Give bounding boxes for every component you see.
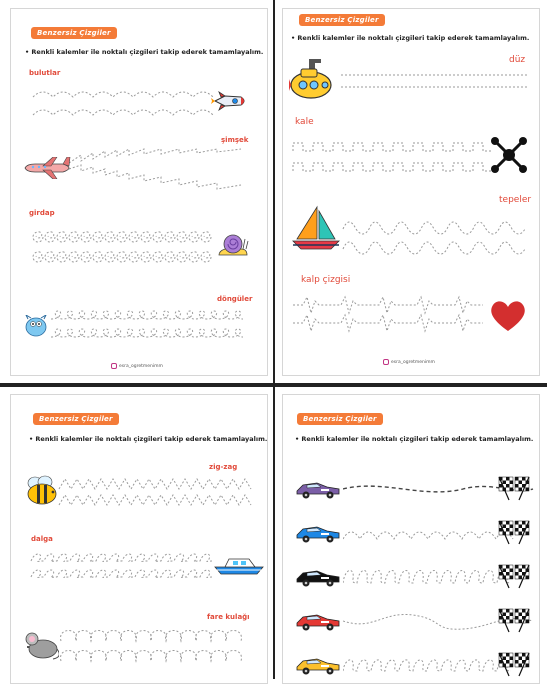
trace-line <box>343 532 513 539</box>
trace-line <box>45 232 55 242</box>
trace-line <box>343 660 511 671</box>
instagram-icon <box>383 359 389 365</box>
line-label-girdap: girdap <box>29 209 55 217</box>
trace-line <box>153 252 163 262</box>
line-label-kale: kale <box>295 117 314 127</box>
footer-credit <box>111 363 163 369</box>
trace-line <box>293 297 483 313</box>
trace-line <box>59 479 251 489</box>
vertical-divider <box>273 0 275 679</box>
worksheet-badge: Benzersiz Çizgiler <box>33 413 119 425</box>
trace-line <box>343 242 525 254</box>
trace-line <box>105 232 115 242</box>
line-label-bulutlar: bulutlar <box>29 69 61 77</box>
line-label-fare-kulagi: fare kulağı <box>207 613 250 621</box>
trace-line <box>293 163 493 171</box>
trace-line <box>343 570 511 583</box>
trace-line <box>177 232 187 242</box>
trace-line <box>93 232 103 242</box>
race-car-icon <box>295 523 341 543</box>
line-label-kalp-cizgisi: kalp çizgisi <box>301 275 351 285</box>
trace-line <box>177 252 187 262</box>
trace-line <box>33 232 43 242</box>
trace-line <box>201 252 211 262</box>
trace-line <box>33 252 43 262</box>
trace-line <box>93 252 103 262</box>
worksheet-badge: Benzersiz Çizgiler <box>299 14 385 26</box>
worksheet-badge: Benzersiz Çizgiler <box>297 413 383 425</box>
worksheet-bottom-left <box>10 394 268 684</box>
trace-line <box>201 232 211 242</box>
trace-line <box>45 252 55 262</box>
race-car-icon <box>295 655 341 675</box>
trace-line <box>129 232 139 242</box>
trace-line <box>153 232 163 242</box>
horizontal-divider <box>0 383 547 387</box>
bee-icon <box>25 475 59 505</box>
snail-icon <box>217 233 249 257</box>
heart-icon <box>489 299 527 333</box>
line-label-tepeler: tepeler <box>499 195 532 205</box>
worksheet-instruction: • Renkli kalemler ile noktalı çizgileri takip ederek tamamlayalım. <box>291 34 530 42</box>
trace-line <box>117 232 127 242</box>
worksheet-top-left <box>10 8 268 376</box>
footer-credit <box>383 359 435 365</box>
trace-line <box>129 252 139 262</box>
trace-line <box>51 311 243 319</box>
trace-line <box>59 495 251 505</box>
trace-line <box>343 222 525 234</box>
airplane-icon <box>23 157 71 179</box>
drone-icon <box>489 135 529 175</box>
trace-line <box>165 252 175 262</box>
trace-line <box>189 232 199 242</box>
worksheet-top-right <box>282 8 540 376</box>
line-label-simsek: şimşek <box>221 136 249 144</box>
trace-line <box>57 252 67 262</box>
trace-line <box>69 232 79 242</box>
trace-line <box>293 143 493 151</box>
trace-line <box>141 252 151 262</box>
trace-line <box>165 232 175 242</box>
trace-line <box>61 631 242 642</box>
trace-line <box>31 554 213 562</box>
worksheet-bottom-right <box>282 394 540 684</box>
trace-line <box>189 252 199 262</box>
checkered-flag-icon <box>497 607 531 633</box>
sailboat-icon <box>291 205 341 251</box>
race-car-icon <box>295 611 341 631</box>
trace-line <box>51 329 243 337</box>
trace-line <box>293 315 483 331</box>
worksheet-instruction: • Renkli kalemler ile noktalı çizgileri takip ederek tamamlayalım. <box>25 48 264 56</box>
trace-line <box>117 252 127 262</box>
worksheet-instruction: • Renkli kalemler ile noktalı çizgileri takip ederek tamamlayalım. <box>29 435 268 443</box>
checkered-flag-icon <box>497 519 531 545</box>
trace-line <box>141 232 151 242</box>
trace-line <box>57 232 67 242</box>
worksheet-badge: Benzersiz Çizgiler <box>31 27 117 39</box>
race-car-icon <box>295 479 341 499</box>
submarine-icon <box>289 57 335 101</box>
trace-line <box>81 232 91 242</box>
trace-line <box>105 252 115 262</box>
boat-icon <box>213 553 265 575</box>
fish-icon <box>23 315 49 339</box>
line-label-dalga: dalga <box>31 535 53 543</box>
race-car-icon <box>295 567 341 587</box>
line-label-zig-zag: zig-zag <box>209 463 238 471</box>
instagram-icon <box>111 363 117 369</box>
checkered-flag-icon <box>497 475 531 501</box>
line-label-duz: düz <box>509 55 526 65</box>
worksheet-instruction: • Renkli kalemler ile noktalı çizgileri takip ederek tamamlayalım. <box>295 435 534 443</box>
footer-handle: esra_ogretmenimm <box>391 359 435 365</box>
trace-line <box>61 651 242 662</box>
line-label-donguler: döngüler <box>217 295 253 303</box>
rocket-icon <box>211 91 247 111</box>
footer-handle: esra_ogretmenimm <box>119 363 163 369</box>
trace-line <box>81 252 91 262</box>
checkered-flag-icon <box>497 563 531 589</box>
checkered-flag-icon <box>497 651 531 677</box>
trace-line <box>31 570 213 578</box>
mouse-icon <box>23 627 59 661</box>
trace-line <box>69 252 79 262</box>
